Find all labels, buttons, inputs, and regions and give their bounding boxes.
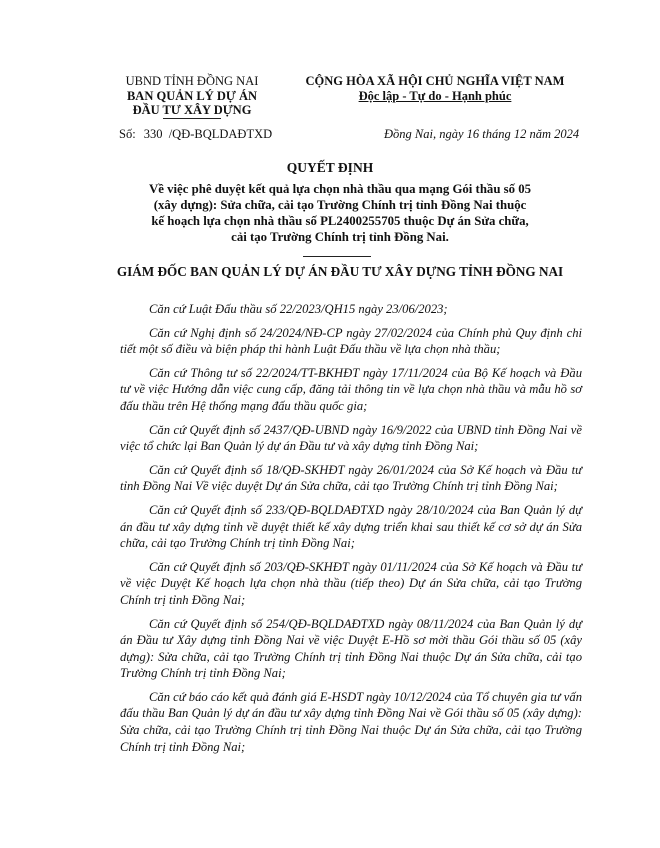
subject-line: kế hoạch lựa chọn nhà thầu số PL2400255705 thuộc Dự án Sửa chữa, [151, 214, 529, 228]
subject-line: cải tạo Trường Chính trị tỉnh Đồng Nai. [231, 230, 449, 244]
document-subject [120, 181, 560, 245]
legal-basis-item: Căn cứ Quyết định số 233/QĐ-BQLDAĐTXD ngày 28/10/2024 của Ban Quản lý dự án đầu tư xây dựng tỉnh về duyệt thiết kế xây dựng triển khai sau thiết kế cơ sở dự án Sửa chữa, cải tạo Trường Chính trị tỉnh Đồng Nai; [120, 502, 582, 551]
parent-agency: UBND TỈNH ĐỒNG NAI [125, 74, 259, 88]
document-title: QUYẾT ĐỊNH [286, 160, 374, 175]
agency-name-line1: BAN QUẢN LÝ DỰ ÁN [126, 88, 258, 103]
legal-bases [120, 301, 582, 762]
legal-basis-item: Căn cứ Luật Đấu thầu số 22/2023/QH15 ngày 23/06/2023; [149, 302, 448, 316]
nation-name: CỘNG HÒA XÃ HỘI CHỦ NGHĨA VIỆT NAM [305, 74, 565, 88]
legal-basis-item: Căn cứ Quyết định số 203/QĐ-SKHĐT ngày 01/11/2024 của Sở Kế hoạch và Đầu tư về việc Duyệt Kế hoạch lựa chọn nhà thầu (tiếp theo) Dự án Sửa chữa, cải tạo Trường Chính trị tỉnh Đồng Nai; [120, 559, 582, 607]
document-date: Đồng Nai, ngày 16 tháng 12 năm 2024 [384, 127, 580, 141]
legal-basis-item: Căn cứ Nghị định số 24/2024/NĐ-CP ngày 27/02/2024 của Chính phủ Quy định chi tiết một số điều và biện pháp thi hành Luật Đấu thầu về lựa chọn nhà thầu; [120, 325, 582, 357]
legal-basis-item: Căn cứ Thông tư số 22/2024/TT-BKHĐT ngày 17/11/2024 của Bộ Kế hoạch và Đầu tư về việc Hướng dẫn việc cung cấp, đăng tải thông tin về lựa chọn nhà thầu và mẫu hồ sơ đấu thầu trên Hệ thống mạng đấu thầu quốc gia; [120, 365, 582, 413]
document-number-value: 330 [143, 127, 163, 141]
subject-line: (xây dựng): Sửa chữa, cải tạo Trường Chính trị tỉnh Đồng Nai thuộc [153, 198, 527, 212]
legal-basis-item: Căn cứ Quyết định số 2437/QĐ-UBND ngày 16/9/2022 của UBND tỉnh Đồng Nai về việc tổ chức lại Ban Quản lý dự án Đầu tư và xây dựng tỉnh Đồng Nai; [120, 422, 582, 454]
legal-basis-item: Căn cứ Quyết định số 18/QĐ-SKHĐT ngày 26/01/2024 của Sở Kế hoạch và Đầu tư tỉnh Đồng Nai Về việc duyệt Dự án Sửa chữa, cải tạo Trường Chính trị tỉnh Đồng Nai; [120, 462, 582, 494]
document-number-label: Số: [119, 127, 136, 141]
subject-divider [303, 256, 371, 257]
national-motto: Độc lập - Tự do - Hạnh phúc [358, 88, 512, 103]
legal-basis-item: Căn cứ báo cáo kết quả đánh giá E-HSDT ngày 10/12/2024 của Tổ chuyên gia tư vấn đấu thầu Ban Quản lý dự án đầu tư xây dựng tỉnh Đồng Nai về Gói thầu số 05 (xây dựng): Sửa chữa, cải tạo Trường Chính trị tỉnh Đồng Nai thuộc Dự án Sửa chữa, cải tạo Trường Chính trị tỉnh Đồng Nai; [120, 689, 582, 754]
agency-name-line2: ĐẦU TƯ XÂY DỰNG [132, 103, 252, 117]
issuing-authority: GIÁM ĐỐC BAN QUẢN LÝ DỰ ÁN ĐẦU TƯ XÂY DỰNG TỈNH ĐỒNG NAI [116, 264, 564, 279]
agency-underline [163, 118, 221, 119]
national-heading [300, 74, 570, 103]
legal-basis-item: Căn cứ Quyết định số 254/QĐ-BQLDAĐTXD ngày 08/11/2024 của Ban Quản lý dự án Đầu tư Xây dựng tỉnh Đồng Nai về việc Duyệt E-Hồ sơ mời thầu Gói thầu số 05 (xây dựng): Sửa chữa, cải tạo Trường Chính trị tỉnh Đồng Nai thuộc Dự án Sửa chữa, cải tạo Trường Chính trị tỉnh Đồng Nai; [120, 616, 582, 681]
issuing-agency [112, 74, 272, 118]
subject-line: Về việc phê duyệt kết quả lựa chọn nhà thầu qua mạng Gói thầu số 05 [148, 182, 532, 196]
document-number-suffix: /QĐ-BQLDAĐTXD [168, 127, 273, 141]
document-number [119, 127, 272, 142]
